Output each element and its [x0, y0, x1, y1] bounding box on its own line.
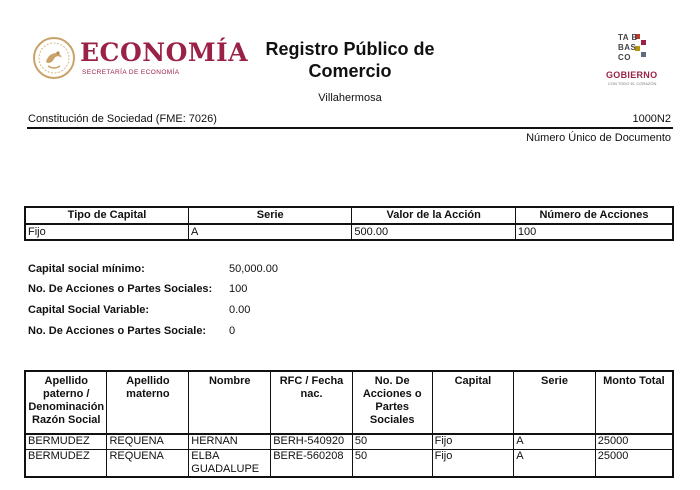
summary-label-capital-minimo: Capital social mínimo:	[28, 263, 145, 275]
partners-table	[24, 370, 674, 478]
title-line-1: Registro Público de	[265, 39, 435, 59]
tabasco-government-logo	[600, 30, 666, 88]
header-divider	[27, 127, 673, 129]
partner-cell-apellido-paterno: BERMUDEZ	[25, 434, 107, 450]
document-code-caption: Número Único de Documento	[526, 132, 671, 144]
partner-cell-acciones: 50	[352, 434, 432, 450]
summary-value-acciones-variable: 0	[229, 325, 236, 337]
partner-cell-apellido-materno: REQUENA	[107, 450, 189, 478]
capital-header-tipo: Tipo de Capital	[25, 207, 188, 224]
gobierno-wordmark: GOBIERNO	[606, 70, 658, 80]
capital-header-serie: Serie	[188, 207, 351, 224]
logo-text-line-2: BAS	[618, 43, 637, 52]
partner-cell-rfc: BERH-540920	[271, 434, 353, 450]
partners-header-capital: Capital	[432, 371, 514, 434]
table-row	[25, 434, 673, 450]
summary-label-capital-variable: Capital Social Variable:	[28, 304, 150, 316]
partner-cell-rfc: BERE-560208	[271, 450, 353, 478]
capital-cell-tipo: Fijo	[25, 224, 188, 240]
page-title	[240, 38, 460, 82]
capital-header-numero: Número de Acciones	[515, 207, 673, 224]
partner-cell-nombre: HERNAN	[189, 434, 271, 450]
document-code: 1000N2	[632, 113, 671, 125]
capital-header-valor: Valor de la Acción	[352, 207, 515, 224]
partners-header-rfc: RFC / Fecha nac.	[271, 371, 353, 434]
partner-cell-apellido-paterno: BERMUDEZ	[25, 450, 107, 478]
economia-tagline: SECRETARÍA DE ECONOMÍA	[82, 69, 180, 76]
title-line-2: Comercio	[308, 61, 392, 81]
capital-cell-valor: 500.00	[352, 224, 515, 240]
partner-cell-nombre: ELBA GUADALUPE	[189, 450, 271, 478]
capital-table-header-row	[25, 207, 673, 224]
partners-header-apellido-materno: Apellido materno	[107, 371, 189, 434]
partners-table-header-row	[25, 371, 673, 434]
partner-cell-apellido-materno: REQUENA	[107, 434, 189, 450]
city-label: Villahermosa	[318, 92, 382, 104]
gobierno-subtitle: CON TODO EL CORAZÓN	[608, 81, 657, 86]
partner-cell-monto: 25000	[595, 450, 673, 478]
partners-header-apellido-paterno: Apellido paterno / Denominación Razón Social	[25, 371, 107, 434]
logo-text-line-1: TA B	[618, 33, 638, 42]
constitution-label: Constitución de Sociedad (FME: 7026)	[28, 113, 217, 125]
partner-cell-capital: Fijo	[432, 450, 514, 478]
partner-cell-serie: A	[514, 450, 596, 478]
summary-value-capital-minimo: 50,000.00	[229, 263, 278, 275]
summary-label-acciones-variable: No. De Acciones o Partes Sociale:	[28, 325, 207, 337]
capital-table	[24, 206, 674, 241]
logo-text-line-3: CO	[618, 53, 631, 62]
partners-header-acciones: No. De Acciones o Partes Sociales	[352, 371, 432, 434]
capital-cell-serie: A	[188, 224, 351, 240]
coat-of-arms-seal-icon	[32, 36, 76, 80]
table-row	[25, 224, 673, 240]
partner-cell-capital: Fijo	[432, 434, 514, 450]
economia-logo	[32, 36, 249, 84]
partners-header-serie: Serie	[514, 371, 596, 434]
partner-cell-acciones: 50	[352, 450, 432, 478]
partner-cell-serie: A	[514, 434, 596, 450]
partner-cell-monto: 25000	[595, 434, 673, 450]
summary-label-acciones: No. De Acciones o Partes Sociales:	[28, 283, 213, 295]
capital-cell-numero: 100	[515, 224, 673, 240]
partners-header-monto: Monto Total	[595, 371, 673, 434]
economia-wordmark: ECONOMÍA	[80, 38, 249, 67]
summary-value-acciones: 100	[229, 283, 248, 295]
summary-value-capital-variable: 0.00	[229, 304, 251, 316]
partners-header-nombre: Nombre	[189, 371, 271, 434]
table-row	[25, 450, 673, 478]
